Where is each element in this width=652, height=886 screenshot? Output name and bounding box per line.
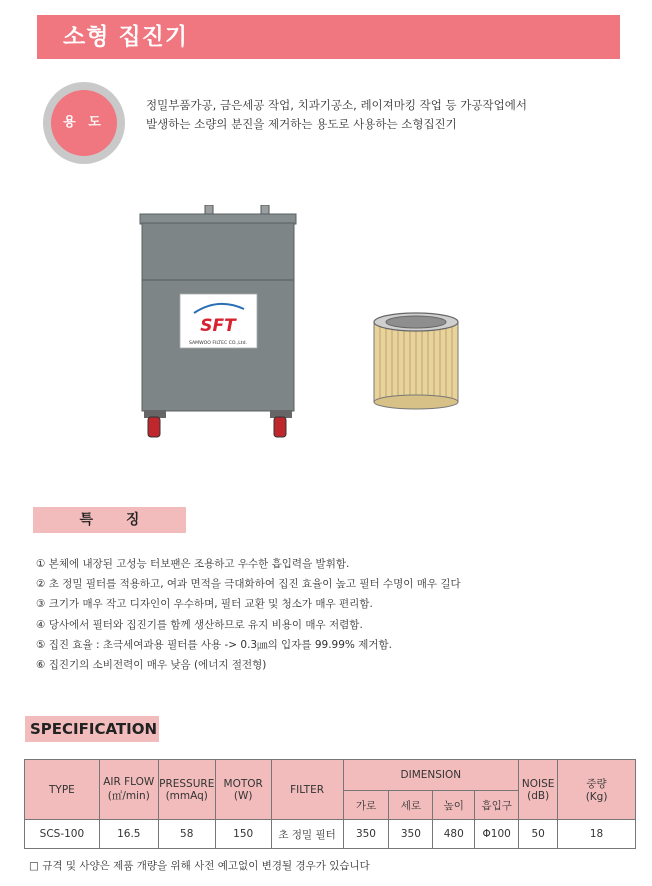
cell-motor: 150 (215, 820, 271, 849)
feature-item: ⑥ 집진기의 소비전력이 매우 낮음 (에너지 절전형) (36, 658, 267, 671)
cell-inlet: Φ100 (475, 820, 519, 849)
logo-company: SAMWOO FILTEC CO.,Ltd. (189, 341, 247, 346)
cell-weight: 18 (558, 820, 636, 849)
header-type: TYPE (25, 760, 100, 820)
page-title: 소형 집진기 (37, 15, 620, 59)
feature-item: ① 본체에 내장된 고성능 터보팬은 조용하고 우수한 흡입력을 발휘함. (36, 558, 350, 570)
cell-pressure: 58 (158, 820, 215, 849)
header-height: 높이 (433, 791, 475, 820)
feature-item: ② 초 정밀 필터를 적용하고, 여과 면적을 극대화하여 집진 효율이 높고 필터 수명이 매우 길다 (36, 578, 461, 591)
disclaimer-note: □ 규격 및 사양은 제품 개량을 위해 사전 예고없이 변경될 경우가 있습니다 (29, 860, 370, 872)
usage-line: 발생하는 소량의 분진을 제거하는 용도로 사용하는 소형집진기 (146, 117, 457, 131)
cell-airflow: 16.5 (99, 820, 158, 849)
header-weight: 중량 (Kg) (558, 760, 636, 820)
feature-item: ⑤ 집진 효율 : 초극세여과용 필터를 사용 -> 0.3㎛의 입자를 99.99% 제거함. (36, 638, 392, 651)
usage-description (146, 96, 616, 134)
feature-item: ④ 당사에서 필터와 집진기를 함께 생산하므로 유지 비용이 매우 저렴함. (36, 618, 363, 631)
spec-table (24, 759, 636, 849)
features-list (36, 554, 616, 675)
usage-line: 정밀부품가공, 금은세공 작업, 치과기공소, 레이져마킹 작업 등 가공작업에서 (146, 98, 527, 112)
header-inlet: 흡입구 (475, 791, 519, 820)
filter-cartridge-image (370, 310, 462, 410)
dust-collector-image (138, 205, 298, 440)
header-pressure: PRESSURE (mmAq) (158, 760, 215, 820)
header-noise: NOISE (dB) (519, 760, 558, 820)
cell-filter: 초 정밀 필터 (271, 820, 343, 849)
features-header: 특 징 (33, 507, 186, 533)
logo-text: SFT (200, 316, 236, 336)
cell-depth: 350 (389, 820, 433, 849)
cell-type: SCS-100 (25, 820, 100, 849)
cell-height: 480 (433, 820, 475, 849)
header-filter: FILTER (271, 760, 343, 820)
header-dimension: DIMENSION (343, 760, 519, 791)
cell-noise: 50 (519, 820, 558, 849)
usage-badge (43, 82, 125, 164)
feature-item: ③ 크기가 매우 작고 디자인이 우수하며, 필터 교환 및 청소가 매우 편리함. (36, 598, 373, 611)
header-airflow: AIR FLOW (㎥/min) (99, 760, 158, 820)
header-width: 가로 (343, 791, 389, 820)
header-motor: MOTOR (W) (215, 760, 271, 820)
usage-label: 용 도 (51, 90, 117, 156)
table-row (25, 820, 636, 849)
spec-header: SPECIFICATION (25, 716, 159, 742)
cell-width: 350 (343, 820, 389, 849)
header-depth: 세로 (389, 791, 433, 820)
